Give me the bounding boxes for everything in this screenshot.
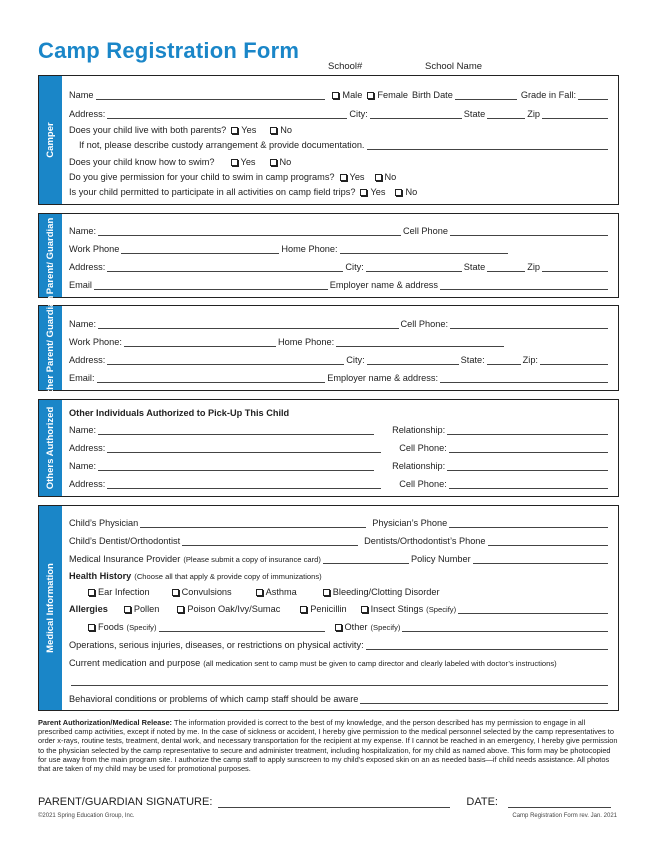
other-parent-zip-field[interactable] bbox=[540, 355, 608, 365]
bleeding-checkbox[interactable] bbox=[323, 589, 330, 596]
parent-home-field[interactable] bbox=[340, 244, 508, 254]
other-parent-tab: Other Parent/ Guardian bbox=[39, 306, 62, 390]
parent-email-field[interactable] bbox=[94, 280, 328, 290]
other-checkbox[interactable] bbox=[335, 624, 342, 631]
medication-line-row bbox=[69, 672, 610, 686]
pollen-checkbox[interactable] bbox=[124, 606, 131, 613]
physician-phone-field[interactable] bbox=[449, 518, 608, 528]
birth-date-field[interactable] bbox=[455, 90, 517, 100]
camper-tab: Camper bbox=[39, 76, 62, 204]
physician-field[interactable] bbox=[140, 518, 366, 528]
behavioral-row: Behavioral conditions or problems of which camp staff should be aware bbox=[69, 690, 610, 704]
other-parent-employer-field[interactable] bbox=[440, 373, 608, 383]
foods-checkbox[interactable] bbox=[88, 624, 95, 631]
field-trips-row: Is your child permitted to participate in all activities on camp field trips? Yes No bbox=[69, 187, 418, 197]
other-specify-field[interactable] bbox=[402, 622, 608, 632]
convulsions-checkbox[interactable] bbox=[172, 589, 179, 596]
medication-field[interactable] bbox=[71, 676, 608, 686]
foods-row: Foods (Specify) Other (Specify) bbox=[83, 618, 610, 632]
poison-oak-checkbox[interactable] bbox=[177, 606, 184, 613]
others-address-row-2: Address: Cell Phone: bbox=[69, 475, 610, 489]
custody-row: If not, please describe custody arrangement & provide documentation. bbox=[79, 136, 610, 150]
other-parent-state-field[interactable] bbox=[487, 355, 521, 365]
insurance-field[interactable] bbox=[323, 554, 409, 564]
insect-specify-field[interactable] bbox=[458, 604, 608, 614]
footer-copyright: ©2021 Spring Education Group, Inc. bbox=[38, 813, 135, 819]
parent-address-field[interactable] bbox=[107, 262, 343, 272]
medical-section bbox=[38, 505, 619, 711]
parent-address-row: Address: City: State Zip bbox=[69, 258, 610, 272]
camper-name-row: Name Male Female Birth Date Grade in Fall: bbox=[69, 86, 610, 100]
other-parent-name-row: Name: Cell Phone: bbox=[69, 315, 610, 329]
other-parent-address-field[interactable] bbox=[107, 355, 344, 365]
parent-state-field[interactable] bbox=[487, 262, 525, 272]
parent-name-row: Name: Cell Phone bbox=[69, 222, 610, 236]
others-name-row-2: Name: Relationship: bbox=[69, 457, 610, 471]
others-name-field-2[interactable] bbox=[98, 461, 374, 471]
other-parent-home-field[interactable] bbox=[336, 337, 504, 347]
other-parent-name-field[interactable] bbox=[98, 319, 398, 329]
others-name-field-1[interactable] bbox=[98, 425, 374, 435]
other-parent-phone-row: Work Phone: Home Phone: bbox=[69, 333, 610, 347]
other-parent-city-field[interactable] bbox=[367, 355, 459, 365]
parent-phone-row: Work Phone Home Phone: bbox=[69, 240, 610, 254]
others-name-row-1: Name: Relationship: bbox=[69, 421, 610, 435]
medical-tab: Medical Information bbox=[39, 506, 62, 710]
field-trips-yes-checkbox[interactable] bbox=[360, 189, 367, 196]
parent-name-field[interactable] bbox=[98, 226, 401, 236]
others-cell-field-1[interactable] bbox=[449, 443, 608, 453]
female-checkbox[interactable] bbox=[367, 92, 374, 99]
field-trips-no-checkbox[interactable] bbox=[395, 189, 402, 196]
others-address-row-1: Address: Cell Phone: bbox=[69, 439, 610, 453]
dentist-field[interactable] bbox=[182, 536, 358, 546]
health-history-row: Health History (Choose all that apply & provide copy of immunizations) bbox=[69, 571, 322, 581]
footer-revision: Camp Registration Form rev. Jan. 2021 bbox=[512, 813, 617, 819]
camper-name-field[interactable] bbox=[96, 90, 326, 100]
grade-field[interactable] bbox=[578, 90, 608, 100]
others-tab: Others Authorized bbox=[39, 400, 62, 496]
permission-swim-row: Do you give permission for your child to swim in camp programs? Yes No bbox=[69, 172, 397, 182]
others-cell-field-2[interactable] bbox=[449, 479, 608, 489]
dentist-row: Child’s Dentist/Orthodontist Dentists/Orthodontist’s Phone bbox=[69, 532, 610, 546]
signature-label: PARENT/GUARDIAN SIGNATURE: bbox=[38, 796, 213, 808]
others-heading: Other Individuals Authorized to Pick-Up This Child bbox=[69, 408, 290, 418]
parent-tab: Parent/ Guardian bbox=[39, 214, 62, 297]
other-parent-section bbox=[38, 295, 619, 401]
authorization-text: Parent Authorization/Medical Release: The information provided is correct to the best of my knowledge, and the person described has my permission to engage in all prescribed camp activities, except if noted by me. In the case of sickness or accident, I hereby give permission to the medical personnel selected by the camp representatives to order x-rays, routine tests, treatment, dental work, and necessary transportation for the recipient at my expense. If I cannot be reached in an emergency, I hereby give permission to the physician selected by the camp representative to secure and administer treatment, including hospitalization, for my child as named above. This form may be photocopied for use away from the main program site. I authorize the camp staff to apply sunscreen to my child’s exposed skin on an as needed basis—if child needs assistance. All photos that are taken of my child may be used for promotional purposes. bbox=[38, 718, 618, 774]
others-section bbox=[38, 399, 619, 497]
ear-infection-checkbox[interactable] bbox=[88, 589, 95, 596]
behavioral-field[interactable] bbox=[360, 694, 608, 704]
school-number-label: School# bbox=[328, 61, 363, 72]
school-name-label: School Name bbox=[425, 61, 483, 72]
swim-yes-checkbox[interactable] bbox=[231, 159, 238, 166]
camper-state-field[interactable] bbox=[487, 109, 525, 119]
operations-row: Operations, serious injuries, diseases, or restrictions on physical activity: bbox=[69, 636, 610, 650]
parent-zip-field[interactable] bbox=[542, 262, 608, 272]
form-title: Camp Registration Form bbox=[38, 38, 300, 63]
allergies-row: Allergies Pollen Poison Oak/Ivy/Sumac Penicillin Insect Stings (Specify) bbox=[69, 600, 610, 614]
other-parent-address-row: Address: City: State: Zip: bbox=[69, 351, 610, 365]
medication-row: Current medication and purpose (all medication sent to camp must be given to camp director and clearly labeled with doctor’s instructions) bbox=[69, 658, 557, 668]
policy-field[interactable] bbox=[473, 554, 608, 564]
other-parent-cell-field[interactable] bbox=[450, 319, 608, 329]
permission-swim-yes-checkbox[interactable] bbox=[340, 174, 347, 181]
date-label: DATE: bbox=[466, 796, 498, 808]
parent-employer-field[interactable] bbox=[440, 280, 608, 290]
live-both-row: Does your child live with both parents? Yes No bbox=[69, 125, 293, 135]
operations-field[interactable] bbox=[366, 640, 608, 650]
permission-swim-no-checkbox[interactable] bbox=[375, 174, 382, 181]
foods-specify-field[interactable] bbox=[159, 622, 325, 632]
penicillin-checkbox[interactable] bbox=[300, 606, 307, 613]
live-both-no-checkbox[interactable] bbox=[270, 127, 277, 134]
others-relationship-field-2[interactable] bbox=[447, 461, 608, 471]
dentist-phone-field[interactable] bbox=[488, 536, 608, 546]
signature-field[interactable] bbox=[218, 795, 450, 808]
others-address-field-1[interactable] bbox=[107, 443, 381, 453]
parent-section bbox=[38, 213, 619, 298]
camper-city-field[interactable] bbox=[370, 109, 462, 119]
live-both-yes-checkbox[interactable] bbox=[231, 127, 238, 134]
camper-address-field[interactable] bbox=[107, 109, 347, 119]
male-checkbox[interactable] bbox=[332, 92, 339, 99]
custody-field[interactable] bbox=[367, 140, 609, 150]
parent-city-field[interactable] bbox=[366, 262, 462, 272]
insect-stings-checkbox[interactable] bbox=[361, 606, 368, 613]
insurance-row: Medical Insurance Provider (Please submit a copy of insurance card) Policy Number bbox=[69, 550, 610, 564]
other-parent-email-field[interactable] bbox=[97, 373, 326, 383]
other-parent-work-field[interactable] bbox=[124, 337, 276, 347]
camper-section bbox=[38, 75, 619, 205]
swim-row: Does your child know how to swim? Yes No bbox=[69, 157, 292, 167]
other-parent-email-row: Email: Employer name & address: bbox=[69, 369, 610, 383]
others-relationship-field-1[interactable] bbox=[447, 425, 608, 435]
camper-address-row: Address: City: State Zip bbox=[69, 105, 610, 119]
date-field[interactable] bbox=[508, 795, 611, 808]
camper-zip-field[interactable] bbox=[542, 109, 608, 119]
swim-no-checkbox[interactable] bbox=[270, 159, 277, 166]
asthma-checkbox[interactable] bbox=[256, 589, 263, 596]
conditions-row: Ear Infection Convulsions Asthma Bleeding/Clotting Disorder bbox=[83, 583, 610, 597]
signature-row bbox=[38, 792, 613, 808]
parent-email-row: Email Employer name & address bbox=[69, 276, 610, 290]
parent-work-field[interactable] bbox=[121, 244, 279, 254]
physician-row: Child’s Physician Physician’s Phone bbox=[69, 514, 610, 528]
others-address-field-2[interactable] bbox=[107, 479, 381, 489]
parent-cell-field[interactable] bbox=[450, 226, 608, 236]
